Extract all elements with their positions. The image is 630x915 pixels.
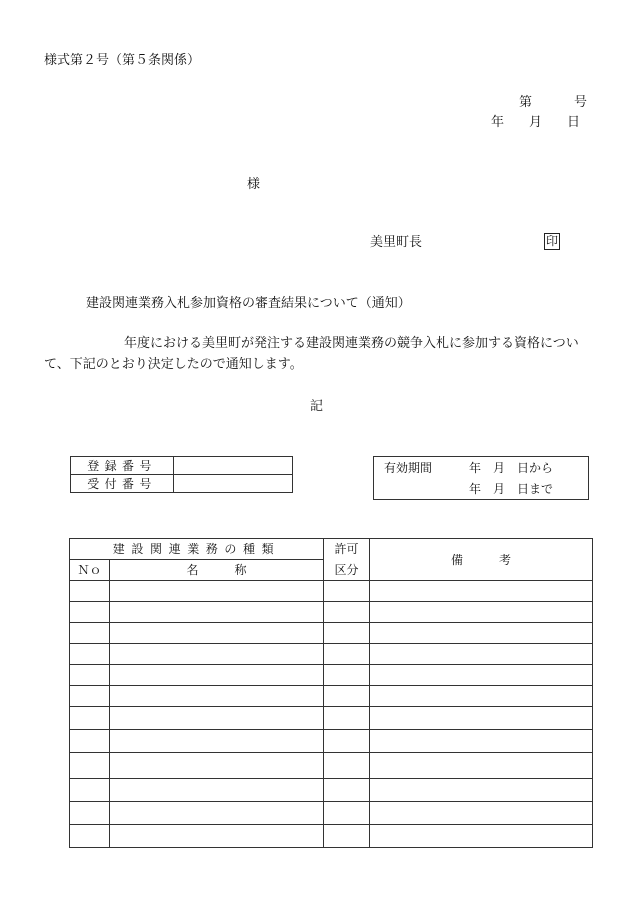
row-no-cell [70, 665, 110, 686]
name-header: 名 称 [110, 560, 324, 581]
date-month: 月 [529, 115, 543, 130]
row-remarks-cell [370, 581, 593, 602]
row-remarks-cell [370, 602, 593, 623]
row-permit-cell [324, 602, 370, 623]
body-text-line-2: て、下記のとおり決定したので通知します。 [44, 357, 303, 372]
row-permit-cell [324, 623, 370, 644]
row-remarks-cell [370, 825, 593, 848]
doc-no-prefix: 第 [519, 95, 533, 110]
row-no-cell [70, 581, 110, 602]
table-row [70, 825, 593, 848]
row-no-cell [70, 825, 110, 848]
registration-number-label: 登録番号 [71, 457, 174, 475]
row-no-cell [70, 707, 110, 730]
validity-start-tail: 日から [517, 461, 554, 475]
table-row [71, 475, 293, 493]
table-row [70, 730, 593, 753]
remarks-header: 備 考 [370, 539, 593, 581]
row-no-cell [70, 753, 110, 779]
registration-number-value [174, 457, 293, 475]
row-permit-cell [324, 825, 370, 848]
row-permit-cell [324, 581, 370, 602]
seal-mark: 印 [546, 234, 559, 248]
row-remarks-cell [370, 644, 593, 665]
row-name-cell [110, 581, 324, 602]
issue-date [491, 116, 580, 129]
validity-end-year: 年 [469, 482, 482, 496]
row-remarks-cell [370, 753, 593, 779]
row-name-cell [110, 686, 324, 707]
table-header-row [70, 539, 593, 560]
row-remarks-cell [370, 730, 593, 753]
validity-end-tail: 日まで [517, 482, 554, 496]
doc-no-suffix: 号 [574, 95, 588, 110]
row-permit-cell [324, 779, 370, 802]
row-permit-cell [324, 802, 370, 825]
table-row [70, 623, 593, 644]
table-row [70, 753, 593, 779]
date-day: 日 [567, 115, 581, 130]
table-row [70, 707, 593, 730]
document-subject: 建設関連業務入札参加資格の審査結果について（通知） [86, 296, 411, 311]
row-name-cell [110, 730, 324, 753]
row-name-cell [110, 602, 324, 623]
table-row [70, 644, 593, 665]
row-remarks-cell [370, 665, 593, 686]
row-name-cell [110, 644, 324, 665]
document-number [519, 96, 587, 109]
validity-start [469, 462, 553, 474]
row-no-cell [70, 602, 110, 623]
addressee-suffix: 様 [247, 177, 261, 192]
date-year: 年 [491, 115, 505, 130]
ki-heading: 記 [310, 399, 324, 414]
validity-end-month: 月 [493, 482, 506, 496]
row-no-cell [70, 623, 110, 644]
row-name-cell [110, 707, 324, 730]
no-header: Ｎｏ [70, 560, 110, 581]
body-text-line-1: 年度における美里町が発注する建設関連業務の競争入札に参加する資格につい [124, 336, 579, 351]
table-row [70, 686, 593, 707]
business-type-header: 建設関連業務の種類 [70, 539, 324, 560]
row-permit-cell [324, 686, 370, 707]
reception-number-label: 受付番号 [71, 475, 174, 493]
row-name-cell [110, 825, 324, 848]
row-name-cell [110, 623, 324, 644]
row-no-cell [70, 686, 110, 707]
table-row [70, 665, 593, 686]
row-remarks-cell [370, 802, 593, 825]
row-permit-cell [324, 707, 370, 730]
row-remarks-cell [370, 623, 593, 644]
table-row [70, 581, 593, 602]
validity-start-year: 年 [469, 461, 482, 475]
business-type-table [69, 538, 593, 848]
registration-table [70, 456, 293, 493]
validity-end [469, 483, 553, 495]
table-row [70, 602, 593, 623]
row-no-cell [70, 730, 110, 753]
row-permit-cell [324, 665, 370, 686]
table-row [70, 779, 593, 802]
row-name-cell [110, 779, 324, 802]
row-name-cell [110, 753, 324, 779]
row-permit-cell [324, 753, 370, 779]
business-table-body [70, 581, 593, 848]
row-name-cell [110, 665, 324, 686]
table-row [70, 802, 593, 825]
row-name-cell [110, 802, 324, 825]
row-no-cell [70, 802, 110, 825]
row-no-cell [70, 644, 110, 665]
validity-label: 有効期間 [384, 461, 433, 475]
row-permit-cell [324, 644, 370, 665]
validity-period-box [373, 456, 589, 500]
issuer-name: 美里町長 [370, 235, 423, 250]
row-remarks-cell [370, 779, 593, 802]
row-remarks-cell [370, 707, 593, 730]
table-row [71, 457, 293, 475]
permit-header-line-1: 許可 [324, 539, 370, 560]
row-remarks-cell [370, 686, 593, 707]
reception-number-value [174, 475, 293, 493]
row-no-cell [70, 779, 110, 802]
form-number: 様式第２号（第５条関係） [44, 53, 201, 68]
row-permit-cell [324, 730, 370, 753]
permit-header-line-2: 区分 [324, 560, 370, 581]
validity-start-month: 月 [493, 461, 506, 475]
